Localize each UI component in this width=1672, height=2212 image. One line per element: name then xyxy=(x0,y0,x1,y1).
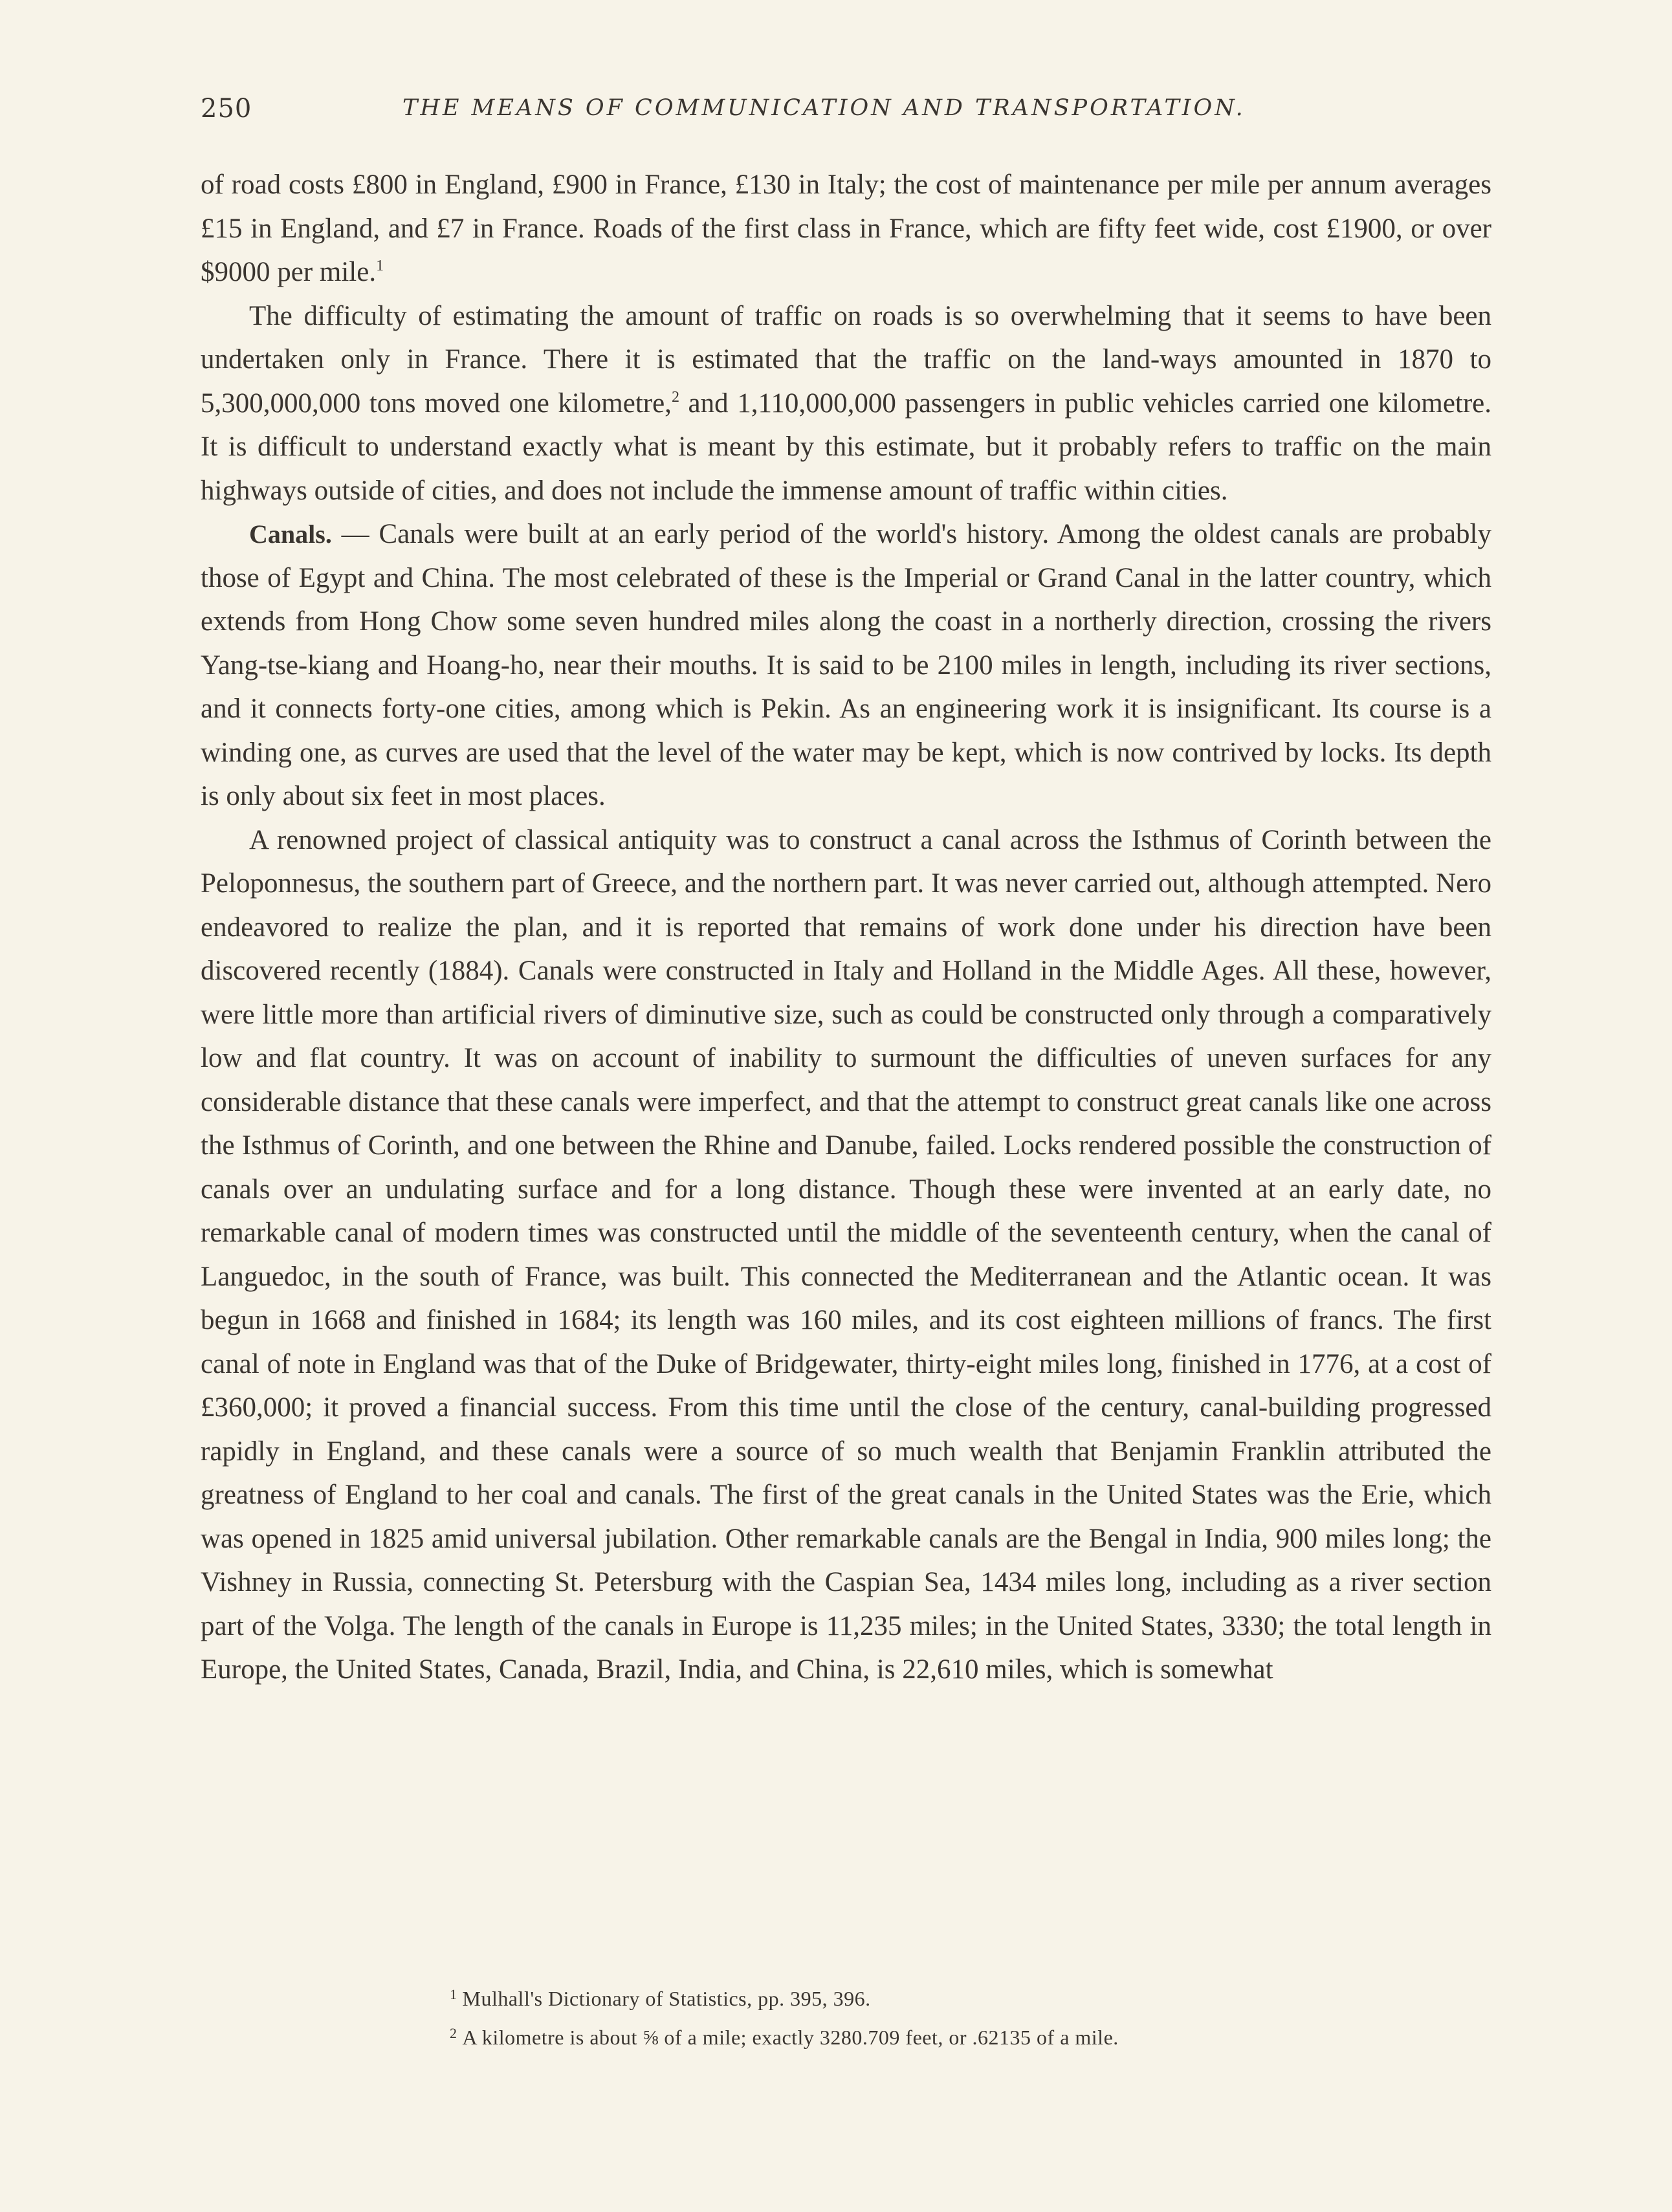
paragraph-text: of road costs £800 in England, £900 in France, £130 in Italy; the cost of maintenance per mile per annum averages £15 in England, and £7 in France. Roads of the first class in France, which are fifty feet wide, cost £1900, or over $9000 per mile. xyxy=(201,170,1491,287)
paragraph-text: — Canals were built at an early period of the world's history. Among the oldest canals are probably those of Egypt and China. The most celebrated of these is the Imperial or Grand Canal in the latter country, which extends from Hong Chow some seven hundred miles along the coast in a northerly direction, crossing the rivers Yang-tse-kiang and Hoang-ho, near their mouths. It is said to be 2100 miles in length, including its river sections, and it connects forty-one cities, among which is Pekin. As an engineering work it is insignificant. Its course is a winding one, as curves are used that the level of the water may be kept, which is now contrived by locks. Its depth is only about six feet in most places. xyxy=(201,519,1491,811)
section-sidehead: Canals. xyxy=(249,520,332,549)
page-number: 250 xyxy=(201,94,252,124)
footnote-text: A kilometre is about ⅝ of a mile; exactly 3280.709 feet, or .62135 of a mile. xyxy=(462,2026,1119,2049)
footnote-text: Mulhall's Dictionary of Statistics, pp. 395, 396. xyxy=(462,1987,871,2010)
footnotes xyxy=(450,1977,1420,2055)
body-text xyxy=(201,163,1491,1692)
footnote xyxy=(450,2016,1420,2055)
paragraph-text: and 1,110,000,000 passengers in public vehicles carried one kilometre. It is difficult to understand exactly what is meant by this estimate, but it probably refers to traffic on the main highways outside of cities, and does not include the immense amount of traffic within cities. xyxy=(201,388,1492,506)
paragraph-canals xyxy=(201,512,1491,818)
footnote-mark: 2 xyxy=(450,2025,457,2041)
running-title: THE MEANS OF COMMUNICATION AND TRANSPORTATION. xyxy=(402,95,1246,121)
running-head xyxy=(201,94,1491,133)
footnote-reference: 1 xyxy=(376,257,384,274)
footnote xyxy=(450,1977,1420,2016)
paragraph-text: A renowned project of classical antiquity was to construct a canal across the Isthmus of Corinth between the Peloponnesus, the southern part of Greece, and the northern part. It was never carried out, although attempted. Nero endeavored to realize the plan, and it is reported that remains of work done under his direction have been discovered recently (1884). Canals were constructed in Italy and Holland in the Middle Ages. All these, however, were little more than artificial rivers of diminutive size, such as could be constructed only through a comparatively low and flat country. It was on account of inability to surmount the difficulties of uneven surfaces for any considerable distance that these canals were imperfect, and that the attempt to construct great canals like one across the Isthmus of Corinth, and one between the Rhine and Danube, failed. Locks rendered possible the construction of canals over an undulating surface and for a long distance. Though these were invented at an early date, no remarkable canal of modern times was constructed until the middle of the seventeenth century, when the canal of Languedoc, in the south of France, was built. This connected the Mediterranean and the Atlantic ocean. It was begun in 1668 and finished in 1684; its length was 160 miles, and its cost eighteen millions of francs. The first canal of note in England was that of the Duke of Bridgewater, thirty-eight miles long, finished in 1776, at a cost of £360,000; it proved a financial success. From this time until the close of the century, canal-building progressed rapidly in England, and these canals were a source of so much wealth that Benjamin Franklin attributed the greatness of England to her coal and canals. The first of the great canals in the United States was the Erie, which was opened in 1825 amid universal jubilation. Other remarkable canals are the Bengal in India, 900 miles long; the Vishney in Russia, connecting St. Petersburg with the Caspian Sea, 1434 miles long, including as a river section part of the Volga. The length of the canals in Europe is 11,235 miles; in the United States, 3330; the total length in Europe, the United States, Canada, Brazil, India, and China, is 22,610 miles, which is somewhat xyxy=(201,824,1491,1685)
paragraph-road-costs xyxy=(201,163,1491,294)
footnote-mark: 1 xyxy=(450,1986,457,2002)
paragraph-text: The difficulty of estimating the amount of traffic on roads is so overwhelming that it seems to have been undertaken only in France. There it is estimated that the traffic on the land-ways amounted in 1870 to 5,300,000,000 tons moved one kilometre, xyxy=(201,300,1491,419)
paragraph-canal-history xyxy=(201,818,1491,1692)
footnote-reference: 2 xyxy=(671,388,679,406)
paragraph-traffic-estimate xyxy=(201,294,1491,513)
